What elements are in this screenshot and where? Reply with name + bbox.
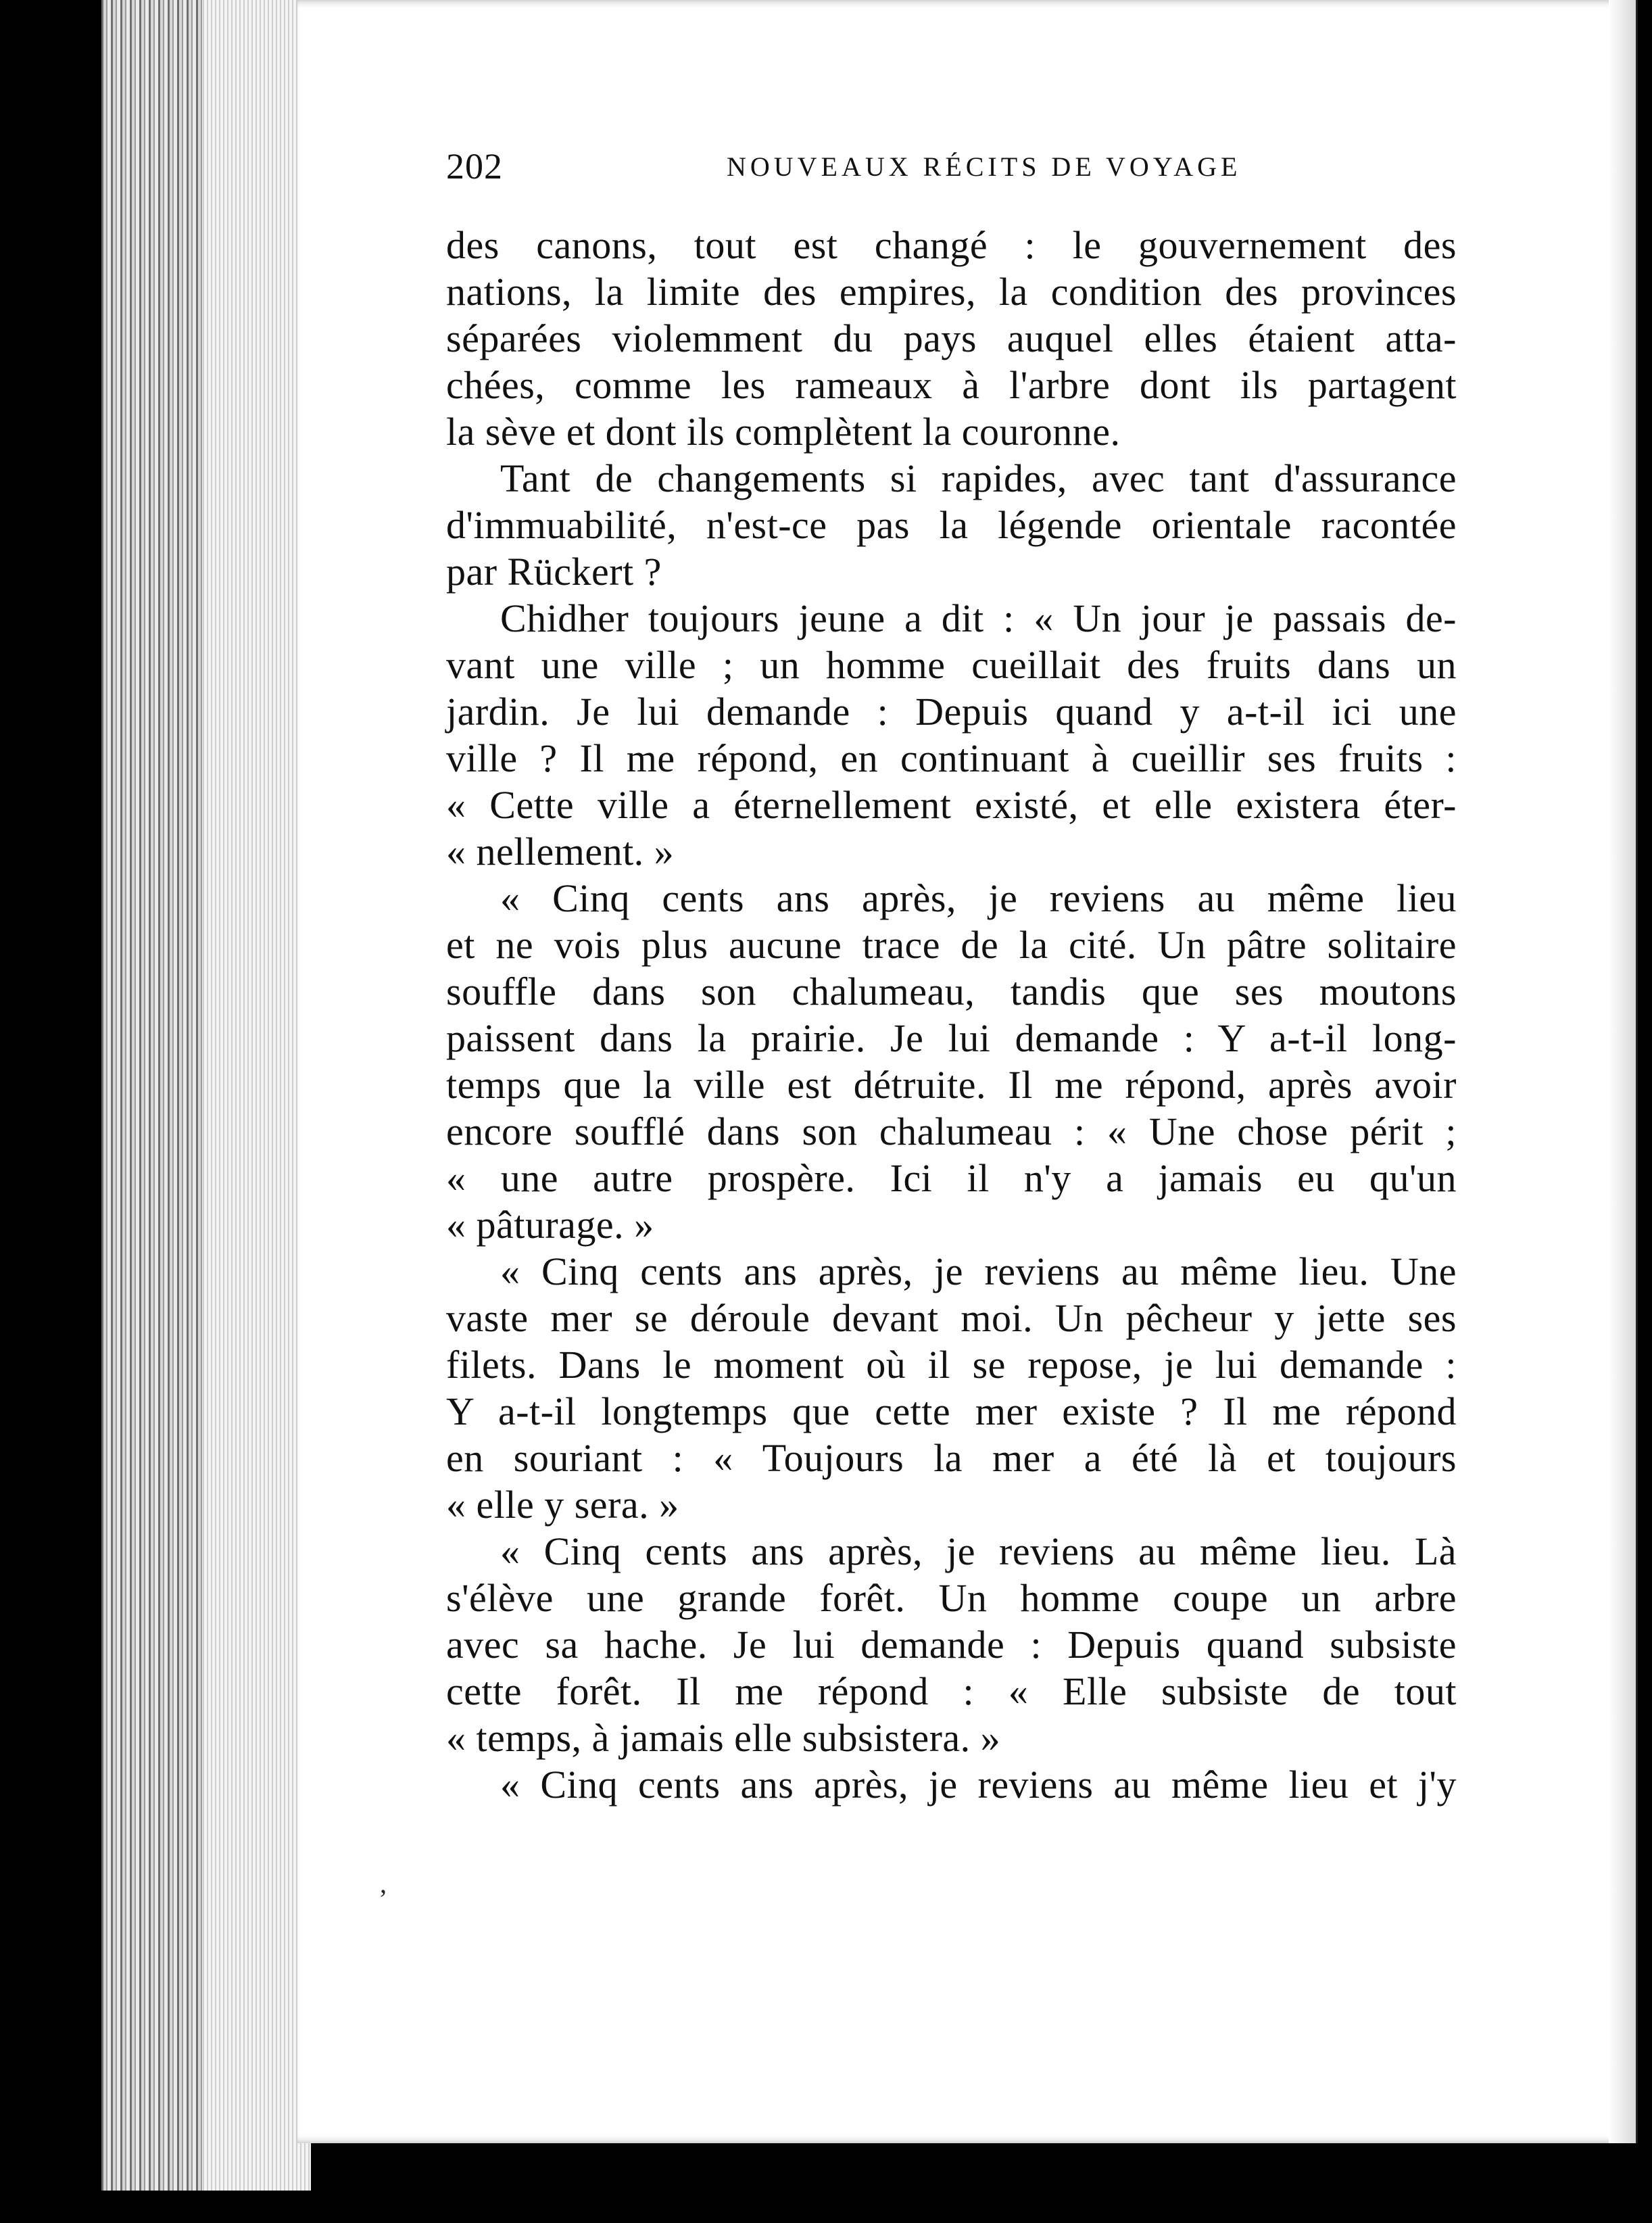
- text-line: Chidher toujours jeune a dit : « Un jour je passais de-: [500, 596, 1457, 640]
- text-line: en souriant : « Toujours la mer a été là et toujours: [446, 1436, 1457, 1480]
- text-line: nations, la limite des empires, la condition des provinces: [446, 270, 1457, 314]
- text-line: « une autre prospère. Ici il n'y a jamais eu qu'un: [446, 1156, 1457, 1200]
- page-number: 202: [446, 146, 503, 187]
- text-line: avec sa hache. Je lui demande : Depuis quand subsiste: [446, 1623, 1457, 1667]
- text-line: Y a-t-il longtemps que cette mer existe ? Il me répond: [446, 1389, 1457, 1433]
- text-line: séparées violemment du pays auquel elles étaient atta-: [446, 316, 1457, 360]
- text-line: la sève et dont ils complètent la couronne.: [446, 410, 1121, 454]
- running-title: NOUVEAUX RÉCITS DE VOYAGE: [727, 151, 1242, 182]
- text-line: jardin. Je lui demande : Depuis quand y a-t-il ici une: [446, 690, 1457, 734]
- text-line: d'immuabilité, n'est-ce pas la légende orientale racontée: [446, 503, 1457, 547]
- text-line: vant une ville ; un homme cueillait des fruits dans un: [446, 643, 1457, 687]
- text-line: « Cinq cents ans après, je reviens au même lieu. Là: [500, 1529, 1457, 1573]
- text-line: « pâturage. »: [446, 1203, 654, 1247]
- text-line: « Cette ville a éternellement existé, et elle existera éter-: [446, 783, 1457, 827]
- text-line: « Cinq cents ans après, je reviens au même lieu. Une: [500, 1249, 1457, 1293]
- margin-mark: ’: [379, 1884, 388, 1914]
- text-line: vaste mer se déroule devant moi. Un pêcheur y jette ses: [446, 1296, 1457, 1340]
- text-line: des canons, tout est changé : le gouvernement des: [446, 223, 1457, 267]
- text-line: « Cinq cents ans après, je reviens au même lieu: [500, 876, 1457, 920]
- text-line: souffle dans son chalumeau, tandis que ses moutons: [446, 970, 1457, 1013]
- page-curl-shadow: [1609, 0, 1636, 2143]
- text-line: « Cinq cents ans après, je reviens au même lieu et j'y: [500, 1763, 1457, 1807]
- text-line: encore soufflé dans son chalumeau : « Une chose périt ;: [446, 1109, 1457, 1153]
- text-line: « temps, à jamais elle subsistera. »: [446, 1716, 1001, 1760]
- text-line: Tant de changements si rapides, avec tant d'assurance: [500, 456, 1457, 500]
- book-page-edges-light: [203, 0, 311, 2191]
- body-text: [446, 222, 1457, 1808]
- text-line: paissent dans la prairie. Je lui demande : Y a-t-il long-: [446, 1016, 1457, 1060]
- page-header: [446, 145, 1271, 199]
- text-line: cette forêt. Il me répond : « Elle subsiste de tout: [446, 1669, 1457, 1713]
- text-line: « elle y sera. »: [446, 1483, 679, 1527]
- text-line: et ne vois plus aucune trace de la cité. Un pâtre solitaire: [446, 923, 1457, 967]
- text-line: s'élève une grande forêt. Un homme coupe un arbre: [446, 1576, 1457, 1620]
- text-line: filets. Dans le moment où il se repose, je lui demande :: [446, 1343, 1457, 1387]
- text-line: chées, comme les rameaux à l'arbre dont ils partagent: [446, 363, 1457, 407]
- text-line: « nellement. »: [446, 830, 675, 874]
- text-line: temps que la ville est détruite. Il me répond, après avoir: [446, 1063, 1457, 1107]
- text-line: par Rückert ?: [446, 550, 662, 594]
- text-line: ville ? Il me répond, en continuant à cueillir ses fruits :: [446, 736, 1457, 780]
